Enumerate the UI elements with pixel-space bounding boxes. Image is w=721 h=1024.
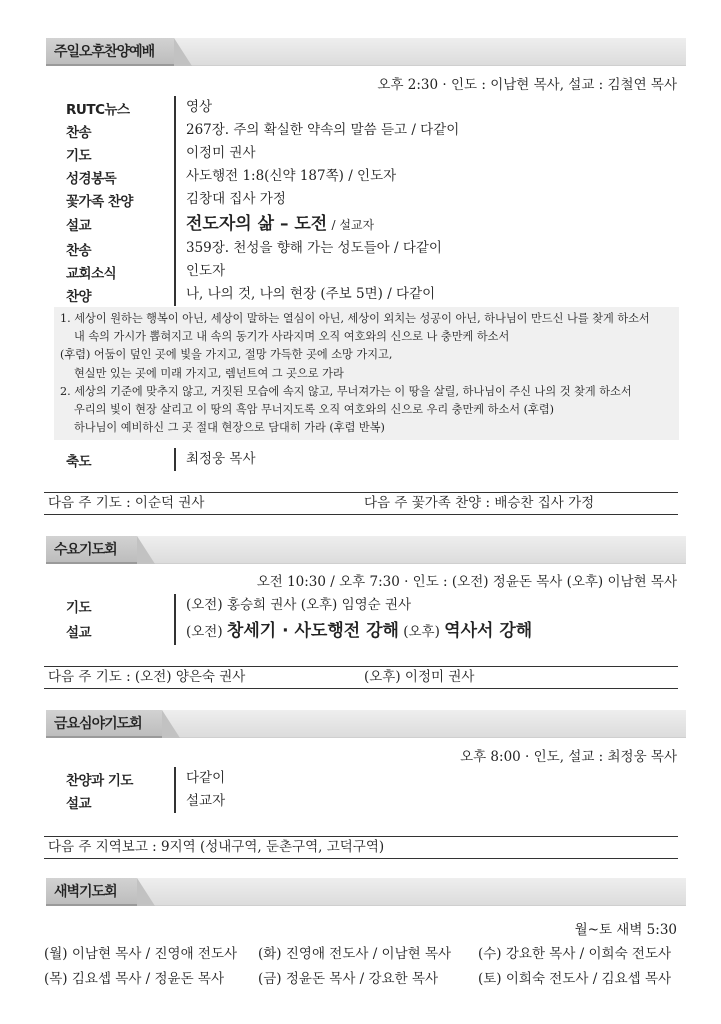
lyric-line: (후렴) 어둠이 덮인 곳에 빛을 가지고, 절망 가득한 곳에 소망 가지고, [60, 348, 393, 362]
next-prayer-pm: (오후) 이정미 권사 [364, 669, 475, 685]
next-flower-praise: 다음 주 꽃가족 찬양 : 배승찬 집사 가정 [364, 495, 595, 511]
schedule-item: (수) 강요한 목사 / 이희숙 전도사 [478, 946, 672, 962]
order-label: 기도 [66, 599, 92, 616]
lyric-line: 하나님이 예비하신 그 곳 절대 현장으로 담대히 가라 (후렴 반복) [74, 421, 385, 435]
order-label: 기도 [66, 147, 92, 164]
order-label: 설교 [66, 795, 92, 812]
lyric-line: 1. 세상이 원하는 행복이 아닌, 세상이 말하는 열심이 아닌, 세상이 외치는 성공이 아닌, 하나님이 만드신 나를 찾게 하소서 [60, 312, 650, 325]
sermon-pm-tag: (오후) [403, 624, 440, 640]
lyric-line: 현실만 있는 곳에 미래 가지고, 렘넌트여 그 곳으로 가라 [74, 366, 344, 380]
wednesday-section-header [46, 536, 686, 564]
lyric-line: 내 속의 가시가 뽑혀지고 내 속의 동기가 사라지며 오직 여호와의 신으로 나 충만케 하소서 [74, 330, 510, 344]
order-label: 찬양 [66, 288, 92, 305]
friday-section-title: 금요심야기도회 [46, 710, 162, 738]
order-label: 성경봉독 [66, 170, 117, 187]
sermon-pm-title: 역사서 강해 [444, 621, 533, 641]
order-label: 설교 [66, 218, 92, 234]
order-label: 설교 [66, 625, 92, 641]
sunday-section-title: 주일오후찬양예배 [46, 38, 174, 66]
order-value [174, 617, 678, 645]
next-prayer: 다음 주 기도 : 이순덕 권사 [48, 495, 205, 511]
song-lyrics-box [54, 307, 679, 440]
sermon-title: 전도자의 삶 – 도전 [186, 214, 328, 234]
order-value: 나, 나의 것, 나의 현장 (주보 5면) / 다같이 [174, 283, 678, 306]
wednesday-order-list [66, 594, 678, 645]
schedule-item: (목) 김요셉 목사 / 정윤돈 목사 [44, 971, 224, 987]
next-region-report: 다음 주 지역보고 : 9지역 (성내구역, 둔촌구역, 고덕구역) [48, 839, 385, 855]
schedule-item: (월) 이남현 목사 / 진영애 전도사 [44, 946, 238, 962]
order-row [66, 96, 678, 119]
order-row [66, 165, 678, 188]
schedule-item: (금) 정윤돈 목사 / 강요한 목사 [258, 971, 438, 987]
order-label: 찬송 [66, 242, 92, 259]
lyric-line: 2. 세상의 기준에 맞추지 않고, 거짓된 모습에 속지 않고, 무너져가는 이 땅을 살릴, 하나님이 주신 나의 것 찾게 하소서 [60, 384, 632, 398]
sermon-am-title: 창세기 · 사도행전 강해 [226, 621, 399, 641]
next-prayer-am: 다음 주 기도 : (오전) 양은숙 권사 [48, 669, 246, 685]
order-row [66, 767, 678, 790]
dawn-service-time: 월~토 새벽 5:30 [574, 922, 677, 938]
order-label: 찬송 [66, 124, 92, 141]
schedule-row [44, 967, 678, 992]
order-value: 김창대 집사 가정 [174, 188, 678, 211]
order-value: 최정웅 목사 [174, 448, 678, 471]
order-value [174, 211, 678, 237]
order-label: RUTC뉴스 [66, 101, 130, 118]
order-label: 찬양과 기도 [66, 772, 133, 789]
order-value: (오전) 홍승희 권사 (오후) 임영순 권사 [174, 594, 678, 617]
order-value: 사도행전 1:8(신약 187쪽) / 인도자 [174, 165, 678, 188]
sermon-row [66, 617, 678, 645]
schedule-row [44, 942, 678, 967]
friday-order-list [66, 767, 678, 813]
order-row [66, 188, 678, 211]
order-row [66, 260, 678, 283]
sunday-order-list [66, 96, 678, 306]
order-label: 교회소식 [66, 265, 117, 282]
dawn-section-header [46, 878, 686, 906]
sunday-next-week [44, 492, 678, 515]
order-value: 이정미 권사 [174, 142, 678, 165]
dawn-schedule [44, 942, 678, 992]
order-row [66, 237, 678, 260]
sunday-section-header [46, 38, 686, 66]
friday-next-week [44, 836, 678, 859]
benediction-list [66, 448, 678, 471]
order-value: 다같이 [174, 767, 678, 790]
order-value: 영상 [174, 96, 678, 119]
wednesday-next-week [44, 666, 678, 689]
sermon-row [66, 211, 678, 237]
order-value: 359장. 천성을 향해 가는 성도들아 / 다같이 [174, 237, 678, 260]
order-row [66, 594, 678, 617]
schedule-item: (토) 이희숙 전도사 / 김요셉 목사 [478, 971, 672, 987]
sunday-service-info: 오후 2:30 · 인도 : 이남현 목사, 설교 : 김철연 목사 [377, 77, 677, 93]
benediction-row [66, 448, 678, 471]
schedule-item: (화) 진영애 전도사 / 이남현 목사 [258, 946, 452, 962]
sermon-am-tag: (오전) [186, 624, 223, 640]
order-row [66, 283, 678, 306]
order-value: 인도자 [174, 260, 678, 283]
order-row [66, 142, 678, 165]
order-row [66, 119, 678, 142]
wednesday-service-info: 오전 10:30 / 오후 7:30 · 인도 : (오전) 정윤돈 목사 (오후) 이남현 목사 [256, 574, 677, 590]
order-value: 267장. 주의 확실한 약속의 말씀 듣고 / 다같이 [174, 119, 678, 142]
wednesday-section-title: 수요기도회 [46, 536, 137, 564]
lyric-line: 우리의 빛이 현장 살리고 이 땅의 흑암 무너지도록 오직 여호와의 신으로 우리 충만케 하소서 (후렴) [74, 403, 554, 417]
sermon-speaker: / 설교자 [331, 218, 375, 232]
order-value: 설교자 [174, 790, 678, 813]
order-label: 꽃가족 찬양 [66, 193, 133, 210]
friday-section-header [46, 710, 686, 738]
dawn-section-title: 새벽기도회 [46, 878, 137, 906]
order-label: 축도 [66, 453, 92, 470]
order-row [66, 790, 678, 813]
friday-service-info: 오후 8:00 · 인도, 설교 : 최정웅 목사 [460, 749, 677, 765]
